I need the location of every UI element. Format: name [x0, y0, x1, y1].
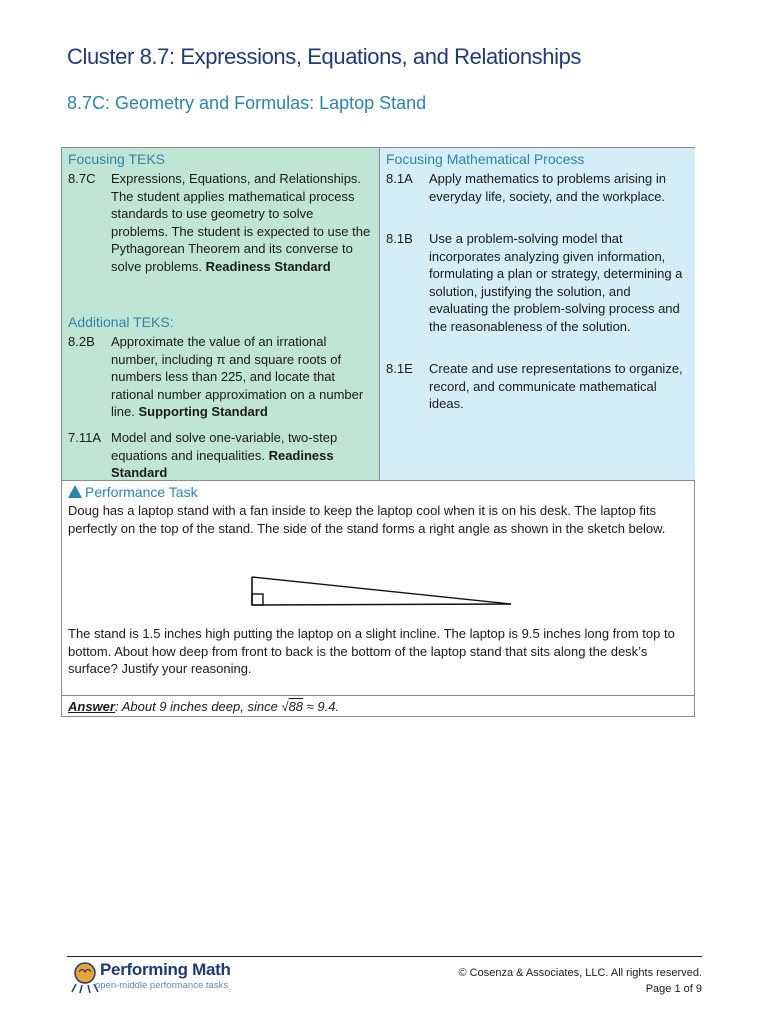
right-angle-marker	[252, 594, 263, 605]
teks-standard: Readiness Standard	[111, 447, 334, 480]
task-question: The stand is 1.5 inches high putting the laptop on a slight incline. The laptop is 9.5 inches long from top to bottom. About how deep from front to back is the bottom of the laptop stand that sits along the desk’s surface? Justify your reasoning.	[68, 626, 675, 676]
task-intro: Doug has a laptop stand with a fan inside to keep the laptop cool when it is on his desk. The laptop fits perfectly on the top of the stand. The side of the stand forms a right angle as shown in the sketch below.	[68, 503, 666, 536]
process-column	[380, 148, 695, 481]
teks-standard: Readiness Standard	[205, 258, 331, 274]
page-title: Cluster 8.7: Expressions, Equations, and Relationships	[67, 44, 582, 69]
content-table	[61, 147, 695, 717]
teks-text: Approximate the value of an irrational number, including π and square roots of numbers less than 225, and locate that rational number approximation on a number line.	[111, 334, 364, 419]
performance-task	[62, 481, 694, 696]
teks-standard: Supporting Standard	[138, 404, 268, 419]
focusing-teks-heading: Focusing TEKS	[68, 151, 166, 167]
answer-label: Answer	[68, 699, 115, 714]
performing-math-logo	[70, 960, 270, 996]
focusing-process-heading: Focusing Mathematical Process	[386, 151, 585, 167]
teks-code: 7.11A	[68, 430, 102, 445]
page-number: Page 1 of 9	[645, 983, 702, 995]
teks-text: Expressions, Equations, and Relationships. The student applies mathematical process standards to use geometry to solve problems. The student is expected to use the Pythagorean Theorem and its converse to solve problems.	[111, 171, 371, 274]
laptop-stand-sketch	[250, 575, 514, 607]
process-code: 8.1B	[386, 231, 413, 246]
teks-text: Model and solve one-variable, two-step equations and inequalities.	[111, 430, 338, 463]
stand-top-line	[252, 577, 511, 604]
teks-code: 8.7C	[68, 171, 96, 186]
teks-code: 8.2B	[68, 334, 95, 349]
answer-radicand: 88	[288, 699, 304, 714]
teks-column	[62, 148, 380, 481]
performance-task-heading	[68, 484, 198, 500]
footer-divider	[67, 956, 702, 957]
radical-symbol: √	[281, 699, 289, 714]
process-text: Use a problem-solving model that incorporates analyzing given information, formulating a plan or strategy, determining a solution, justifying the solution, and evaluating the problem-solving process and the reasonableness of the solution.	[429, 231, 683, 334]
answer-text-before: : About 9 inches deep, since	[114, 699, 282, 714]
logo-name: Performing Math	[100, 960, 231, 979]
answer-line	[68, 699, 339, 714]
answer-text-after: ≈ 9.4.	[303, 699, 340, 714]
page-subtitle: 8.7C: Geometry and Formulas: Laptop Stand	[67, 93, 427, 113]
triangle-icon	[68, 485, 82, 498]
process-text: Create and use representations to organize, record, and communicate mathematical ideas.	[429, 361, 683, 411]
additional-teks-heading: Additional TEKS:	[68, 314, 174, 330]
performance-task-heading-label: Performance Task	[85, 484, 198, 500]
process-code: 8.1A	[386, 171, 413, 186]
logo-tagline: open-middle performance tasks	[95, 980, 229, 991]
stand-base-line	[252, 604, 511, 605]
process-code: 8.1E	[386, 361, 413, 376]
process-text: Apply mathematics to problems arising in everyday life, society, and the workplace.	[429, 171, 666, 204]
copyright-text: © Cosenza & Associates, LLC. All rights reserved.	[458, 967, 702, 979]
